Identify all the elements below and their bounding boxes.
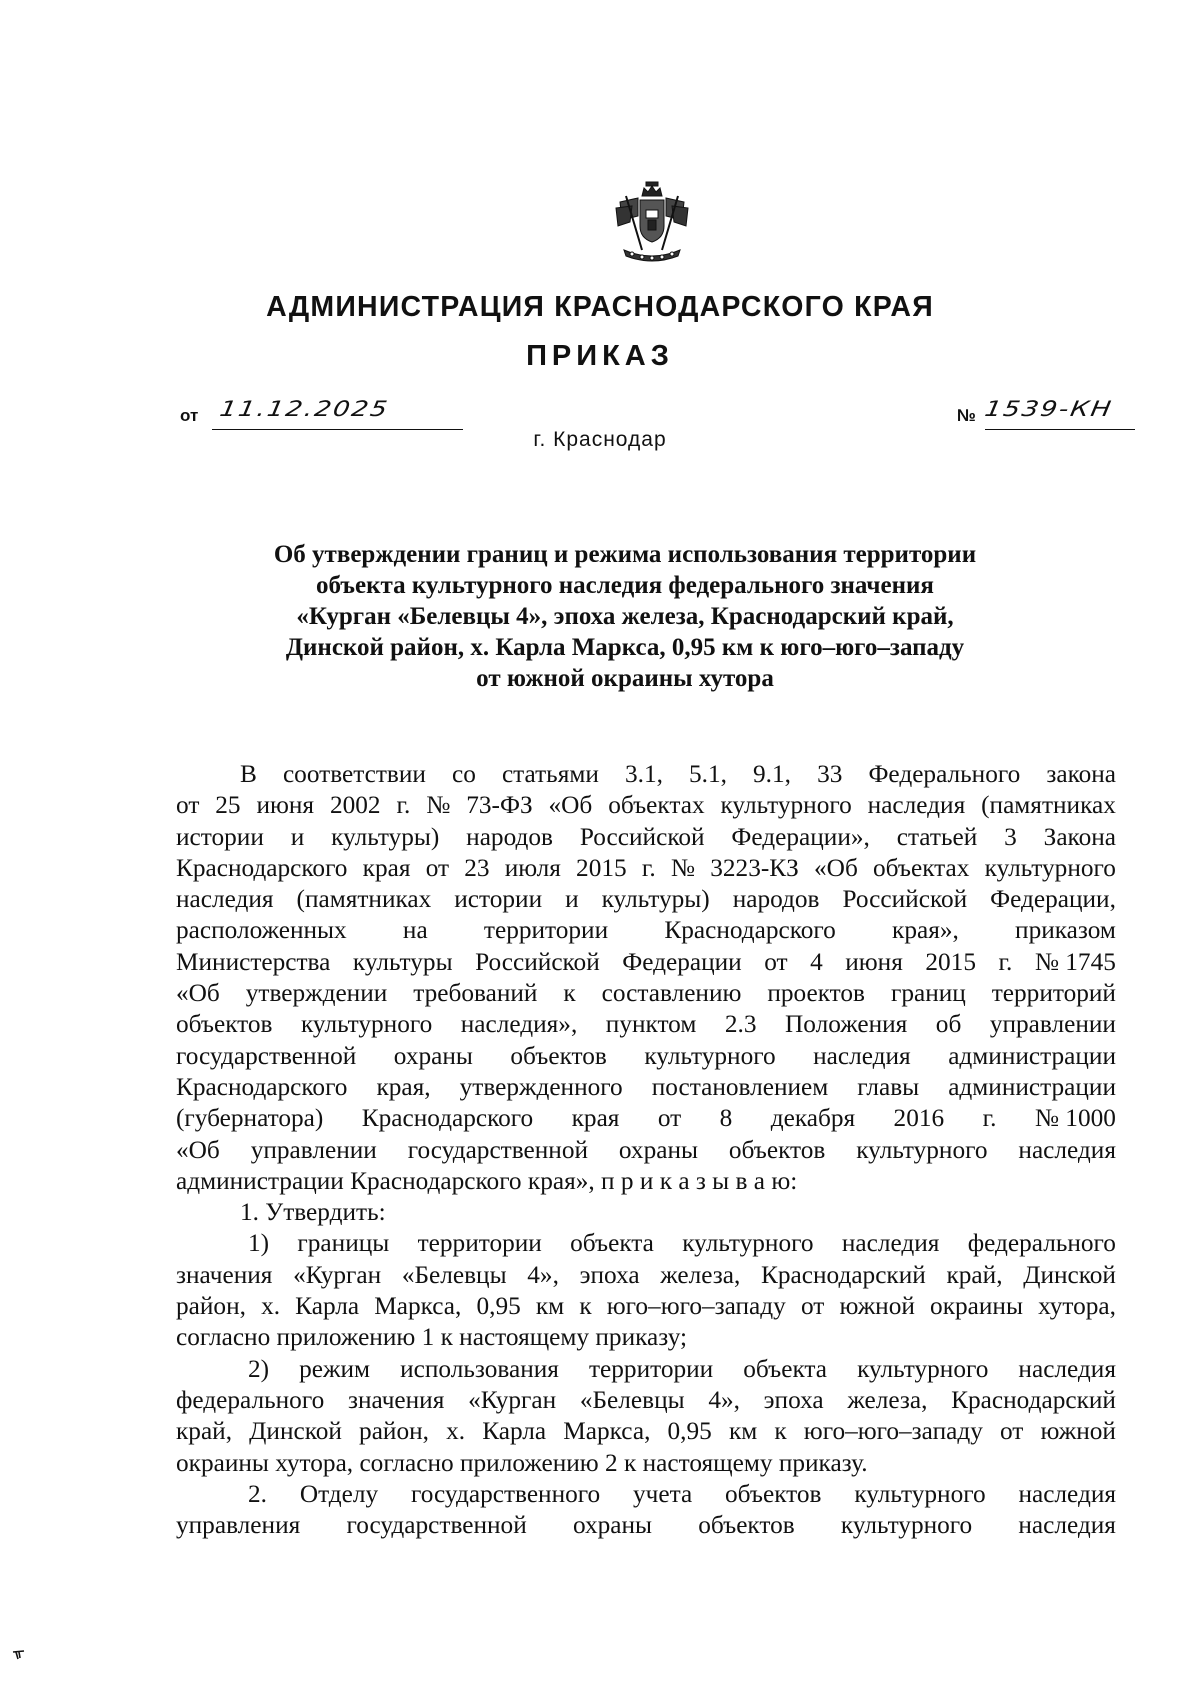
body-word: территорий xyxy=(991,979,1116,1008)
body-word: 3 xyxy=(1004,822,1017,851)
body-word: культурного xyxy=(840,1511,973,1540)
body-word: 25 xyxy=(215,791,241,820)
document-heading xyxy=(170,539,1080,694)
body-word: от xyxy=(176,791,200,820)
body-word: государственной xyxy=(176,1041,357,1070)
body-word: 33 xyxy=(817,760,843,788)
heading-line: Об утверждении границ и режима использования территории xyxy=(273,541,977,568)
body-word: Закона xyxy=(1043,822,1116,851)
body-line xyxy=(176,1354,1116,1385)
body-word: на xyxy=(402,916,428,945)
body-word: режим xyxy=(299,1354,371,1383)
body-word: объектов xyxy=(176,1010,273,1039)
body-word: края, xyxy=(376,1072,431,1101)
body-word: 23 xyxy=(464,853,490,882)
body-word: значения xyxy=(176,1260,273,1289)
body-word: № xyxy=(670,853,696,882)
document-body xyxy=(176,759,1116,1541)
number-value: 1539-КН xyxy=(982,397,1115,422)
body-word: Российской xyxy=(842,885,968,914)
body-word: (памятниках xyxy=(296,885,432,914)
body-word: «Белевцы xyxy=(401,1260,507,1289)
body-word: соответствии xyxy=(282,760,426,788)
body-word: юго–юго–западу xyxy=(803,1417,983,1446)
body-word: края xyxy=(571,1104,620,1133)
body-word: приказом xyxy=(1015,916,1116,945)
body-word: истории xyxy=(176,822,264,851)
body-line xyxy=(176,822,1116,853)
body-word: х. xyxy=(446,1417,466,1446)
organization-title: АДМИНИСТРАЦИЯ КРАСНОДАРСКОГО КРАЯ xyxy=(266,291,934,323)
body-word: район, xyxy=(359,1417,429,1446)
body-word: территории xyxy=(417,1229,542,1258)
body-word: июня xyxy=(845,947,903,976)
body-word: объекта xyxy=(743,1354,828,1383)
body-word: г. xyxy=(982,1104,997,1133)
body-word: значения xyxy=(347,1385,445,1414)
heading-line: Динской район, х. Карла Маркса, 0,95 км к юго–юго–западу xyxy=(285,634,965,661)
body-word: территории xyxy=(589,1354,714,1383)
body-word: объекта xyxy=(570,1229,654,1258)
body-word: от xyxy=(425,853,450,882)
body-word: государственной xyxy=(346,1511,527,1540)
body-line-text: администрации Краснодарского края», п р и к а з ы в а ю: xyxy=(176,1166,798,1195)
body-word: пунктом xyxy=(605,1010,697,1039)
body-word: Краснодарского xyxy=(361,1104,534,1133)
body-word: статьей xyxy=(896,822,978,851)
body-word: от xyxy=(999,1417,1024,1446)
body-word: об xyxy=(935,1010,962,1039)
number-label: № xyxy=(957,406,976,425)
date-label: от xyxy=(180,406,199,425)
body-word: Карла xyxy=(482,1417,547,1446)
body-line xyxy=(176,1228,1116,1259)
body-word: 9.1, xyxy=(753,760,791,788)
body-word: Краснодарского xyxy=(664,916,836,945)
body-line xyxy=(176,759,1116,790)
body-line xyxy=(176,1479,1116,1510)
body-word: Маркса, xyxy=(374,1292,462,1321)
body-word: «Белевцы xyxy=(579,1385,685,1414)
body-word: наследия xyxy=(1018,1511,1116,1540)
body-word: наследия xyxy=(841,1229,940,1258)
body-word: истории xyxy=(454,885,543,914)
body-word: культурного xyxy=(300,1010,433,1039)
body-word: х. xyxy=(261,1292,281,1321)
body-word: Российской xyxy=(475,947,600,976)
body-line xyxy=(176,853,1116,884)
body-word: № xyxy=(426,791,451,820)
body-word: Маркса, xyxy=(563,1417,651,1446)
body-word: администрации xyxy=(948,1041,1116,1070)
body-word: 5.1, xyxy=(689,760,727,788)
body-word: объектах xyxy=(608,791,705,820)
body-word: управления xyxy=(176,1511,301,1540)
body-word: «Курган xyxy=(468,1385,557,1414)
body-word: наследия xyxy=(867,791,966,820)
body-word: культуры xyxy=(352,947,453,976)
body-word: утвержденного xyxy=(459,1072,623,1101)
body-line-text: согласно приложению 1 к настоящему приказу; xyxy=(176,1323,688,1352)
body-word: федерального xyxy=(967,1229,1116,1258)
body-line xyxy=(176,1448,1116,1479)
body-word: объектов xyxy=(698,1511,795,1540)
body-word: № 1000 xyxy=(1034,1104,1116,1133)
body-word: «Об xyxy=(176,979,220,1008)
body-word: южной xyxy=(839,1292,915,1321)
body-word: железа, xyxy=(660,1260,741,1289)
body-word: охраны xyxy=(618,1135,698,1164)
body-line-text: окраины хутора, согласно приложению 2 к настоящему приказу. xyxy=(176,1448,868,1477)
body-word: 2015 xyxy=(576,853,627,882)
body-word: наследия xyxy=(813,1041,911,1070)
body-word: 2015 xyxy=(925,947,976,976)
heading-line: «Курган «Белевцы 4», эпоха железа, Краснодарский край, xyxy=(296,603,954,630)
body-line xyxy=(176,947,1116,978)
body-word: объектов xyxy=(728,1135,826,1164)
body-word: постановлением xyxy=(651,1072,829,1101)
body-word: охраны xyxy=(393,1041,473,1070)
body-word: 0,95 xyxy=(667,1417,712,1446)
body-word: от xyxy=(657,1104,682,1133)
body-word: 2016 xyxy=(893,1104,945,1133)
body-word: июня xyxy=(256,791,315,820)
body-word: государственной xyxy=(407,1135,589,1164)
body-line xyxy=(176,1322,1116,1353)
body-line xyxy=(176,1197,1116,1228)
body-line xyxy=(176,1103,1116,1134)
body-word: культуры) xyxy=(331,822,440,851)
body-word: управлении xyxy=(989,1010,1116,1039)
body-word: народов xyxy=(466,822,553,851)
heading-line: от южной окраины хутора xyxy=(476,665,774,692)
body-word: «Об xyxy=(814,853,858,882)
body-word: главы xyxy=(857,1072,920,1101)
body-word: культурного xyxy=(644,1041,776,1070)
body-line xyxy=(176,1291,1116,1322)
body-word: культурного xyxy=(854,1479,986,1508)
body-word: г. xyxy=(998,947,1013,976)
body-word: район, xyxy=(176,1292,246,1321)
city-line: г. Краснодар xyxy=(533,428,667,451)
body-line xyxy=(176,884,1116,915)
body-word: использования xyxy=(400,1354,559,1383)
body-word: Российской xyxy=(579,822,705,851)
body-word: Карла xyxy=(295,1292,360,1321)
date-field xyxy=(180,398,463,432)
body-word: 2. xyxy=(248,1479,267,1508)
body-word: культурного xyxy=(856,1135,988,1164)
body-word: Краснодарского xyxy=(176,853,348,882)
body-word: управлении xyxy=(250,1135,377,1164)
body-word: (памятниках xyxy=(981,791,1116,820)
body-word: 4 xyxy=(810,947,823,976)
body-word: Федерации», xyxy=(731,822,870,851)
body-word: 3.1, xyxy=(624,760,663,788)
body-word: территории xyxy=(483,916,609,945)
body-word: (губернатора) xyxy=(176,1104,324,1133)
body-word: утверждении xyxy=(245,979,388,1008)
body-word: г. xyxy=(396,791,411,820)
body-word: границы xyxy=(297,1229,390,1258)
body-word: «Курган xyxy=(293,1260,382,1289)
body-word: 3223-КЗ xyxy=(710,853,799,882)
document-type: ПРИКАЗ xyxy=(526,340,674,372)
number-field xyxy=(957,398,1137,432)
body-word: государственного xyxy=(411,1479,601,1508)
body-word: «Об xyxy=(176,1135,220,1164)
body-line xyxy=(176,1385,1116,1416)
body-word: Краснодарский xyxy=(761,1260,926,1289)
body-word: объектов xyxy=(725,1479,822,1508)
body-word: край, xyxy=(946,1260,1003,1289)
body-word: объектов xyxy=(510,1041,607,1070)
body-word: от xyxy=(764,947,788,976)
body-word: учета xyxy=(633,1479,693,1508)
body-word: наследия xyxy=(1018,1479,1116,1508)
body-word: наследия xyxy=(176,885,274,914)
body-word: Министерства xyxy=(176,947,331,976)
body-word: 8 xyxy=(719,1104,733,1133)
body-word: 73-ФЗ xyxy=(466,791,533,820)
body-word: администрации xyxy=(948,1072,1116,1101)
body-line xyxy=(176,1416,1116,1447)
body-word: культурного xyxy=(984,853,1116,882)
body-word: железа, xyxy=(847,1385,928,1414)
body-word: декабря xyxy=(770,1104,856,1133)
body-word: июля xyxy=(504,853,561,882)
body-word: культуры) xyxy=(601,885,710,914)
body-word: Положения xyxy=(784,1010,908,1039)
body-word: от xyxy=(800,1292,825,1321)
body-line xyxy=(176,1009,1116,1040)
body-word: народов xyxy=(732,885,820,914)
body-word: проектов xyxy=(767,979,865,1008)
body-word: края», xyxy=(892,916,959,945)
body-word: юго–юго–западу xyxy=(606,1292,786,1321)
body-word: «Об xyxy=(548,791,593,820)
body-word: охраны xyxy=(572,1511,653,1540)
heading-line: объекта культурного наследия федерального значения xyxy=(316,572,934,599)
body-line xyxy=(176,1510,1116,1541)
body-word: закона xyxy=(1046,760,1116,788)
body-word: наследия xyxy=(1018,1135,1116,1164)
body-word: Федерации xyxy=(622,947,742,976)
body-word: и xyxy=(290,822,305,851)
body-word: г. xyxy=(641,853,656,882)
body-word: хутора, xyxy=(1038,1292,1116,1321)
body-word: Отделу xyxy=(299,1479,379,1508)
body-word: со xyxy=(451,760,476,788)
body-word: № 1745 xyxy=(1034,947,1116,976)
body-word: наследия xyxy=(1018,1354,1116,1383)
body-word: 2002 xyxy=(329,791,381,820)
body-word: Краснодарского xyxy=(176,1072,348,1101)
scan-mark-icon xyxy=(12,1647,26,1657)
body-line xyxy=(176,915,1116,946)
body-word: южной xyxy=(1040,1417,1116,1446)
body-word: культурного xyxy=(682,1229,814,1258)
body-line xyxy=(176,978,1116,1009)
body-line xyxy=(176,1260,1116,1291)
body-word: статьями xyxy=(501,760,599,788)
body-word: км xyxy=(728,1417,758,1446)
body-word: к xyxy=(774,1417,787,1446)
body-word: 0,95 xyxy=(476,1292,521,1321)
body-word: расположенных xyxy=(176,916,347,945)
body-word: 4», xyxy=(527,1260,559,1289)
body-word: границ xyxy=(890,979,966,1008)
body-word: объектах xyxy=(873,853,970,882)
body-word: культурного xyxy=(857,1354,989,1383)
body-word: края xyxy=(362,853,411,882)
body-word: Федерации, xyxy=(990,885,1116,914)
body-word: Федерального xyxy=(868,760,1021,788)
body-word: эпоха xyxy=(579,1260,640,1289)
body-word: км xyxy=(535,1292,565,1321)
body-line xyxy=(176,790,1116,821)
body-line xyxy=(176,1072,1116,1103)
body-word: 4», xyxy=(708,1385,740,1414)
body-word: культурного xyxy=(720,791,852,820)
body-word: составлению xyxy=(601,979,742,1008)
body-line xyxy=(176,1041,1116,1072)
body-word: Краснодарский xyxy=(951,1385,1116,1414)
body-word: к xyxy=(563,979,576,1008)
body-word: 2) xyxy=(248,1354,270,1383)
body-word: требований xyxy=(413,979,538,1008)
body-word: 1) xyxy=(248,1229,270,1258)
body-word: окраины xyxy=(930,1292,1023,1321)
body-word: наследия», xyxy=(460,1010,578,1039)
body-word: 2.3 xyxy=(724,1010,757,1039)
body-word: Динской xyxy=(249,1417,342,1446)
body-word: федерального xyxy=(176,1385,325,1414)
body-word: эпоха xyxy=(763,1385,824,1414)
body-line-text: 1. Утвердить: xyxy=(240,1198,386,1227)
body-word: В xyxy=(240,760,257,788)
body-line xyxy=(176,1135,1116,1166)
date-value: 11.12.2025 xyxy=(217,397,391,422)
body-word: Динской xyxy=(1023,1260,1116,1289)
coat-of-arms-icon xyxy=(612,180,692,264)
body-line xyxy=(176,1166,1116,1197)
body-word: край, xyxy=(176,1417,233,1446)
body-word: и xyxy=(565,885,579,914)
body-word: к xyxy=(579,1292,592,1321)
